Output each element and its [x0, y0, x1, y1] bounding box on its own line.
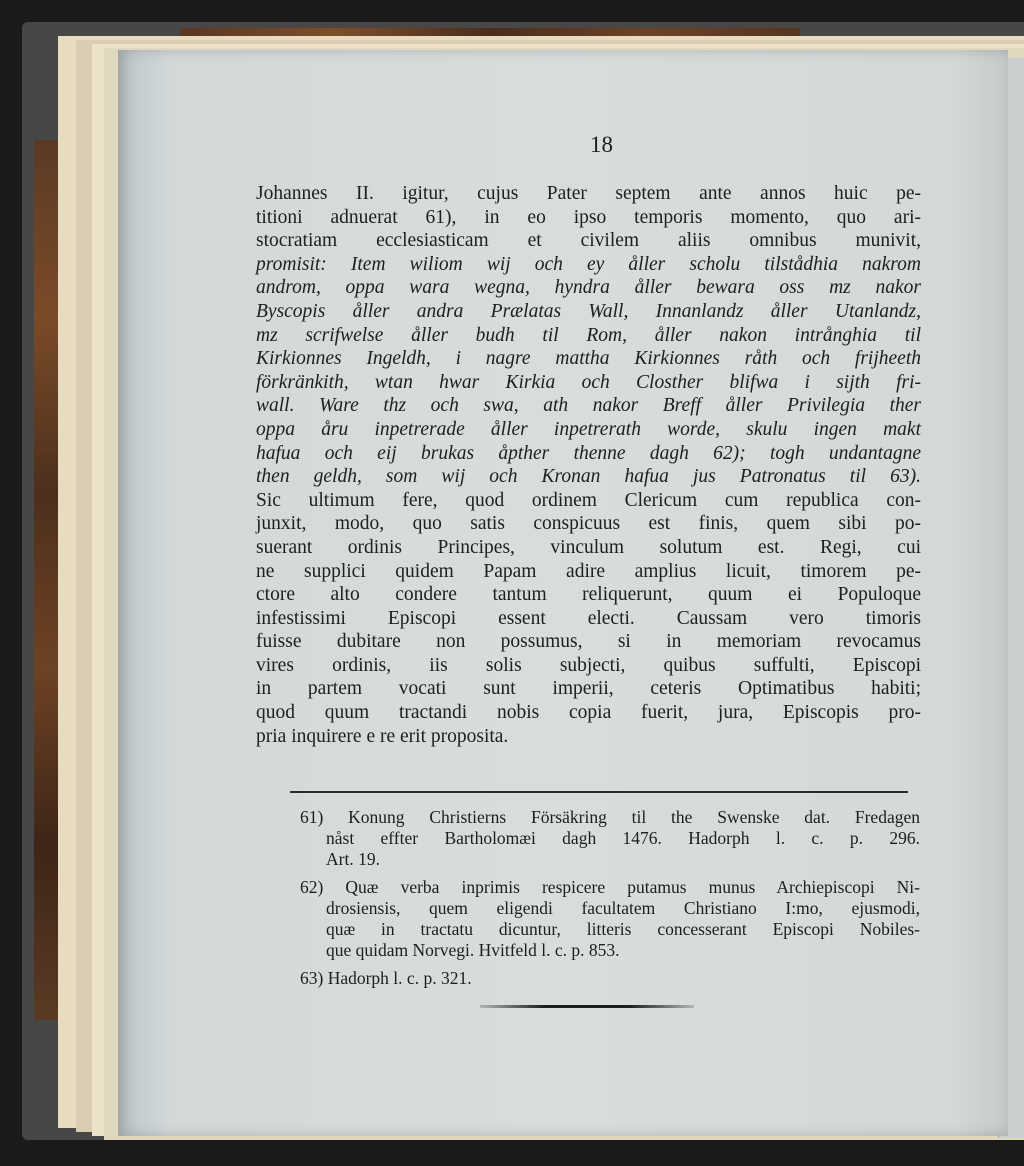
footnote-line: quæ in tractatu dicuntur, litteris concesserant Episcopi Nobiles- — [326, 919, 920, 939]
footnote — [300, 807, 920, 870]
footnote-line: drosiensis, quem eligendi facultatem Christiano I:mo, ejusmodi, — [326, 898, 920, 918]
footnote-line: Art. 19. — [326, 849, 380, 869]
text-line: pria inquirere e re erit proposita. — [256, 725, 509, 747]
footnote-line: 63) Hadorph l. c. p. 321. — [300, 968, 472, 988]
text-line: fuisse dubitare non possumus, si in memoriam revocamus — [256, 631, 921, 653]
text-line: Johannes II. igitur, cujus Pater septem ante annos huic pe- — [256, 183, 921, 204]
footnote-divider — [290, 791, 908, 793]
text-line: mz scrifwelse åller budh til Rom, åller nakon intrånghia til — [256, 324, 921, 346]
text-line: ctore alto condere tantum reliquerunt, quum ei Populoque — [256, 584, 921, 606]
text-line: in partem vocati sunt imperii, ceteris Optimatibus habiti; — [256, 678, 921, 700]
text-line: wall. Ware thz och swa, ath nakor Breff åller Privilegia ther — [256, 395, 921, 417]
text-line: suerant ordinis Principes, vinculum solutum est. Regi, cui — [256, 536, 921, 558]
text-line: förkränkith, wtan hwar Kirkia och Closther blifwa i sijth fri- — [256, 371, 921, 393]
footnote — [300, 968, 920, 989]
text-line: Sic ultimum fere, quod ordinem Clericum cum republica con- — [256, 489, 921, 511]
text-line: Kirkionnes Ingeldh, i nagre mattha Kirkionnes råth och frijheeth — [256, 348, 921, 370]
text-line: infestissimi Episcopi essent electi. Caussam vero timoris — [256, 607, 921, 629]
text-line: ne supplici quidem Papam adire amplius licuit, timorem pe- — [256, 560, 921, 582]
text-line: Byscopis åller andra Prælatas Wall, Innanlandz åller Utanlandz, — [256, 300, 921, 322]
text-line: androm, oppa wara wegna, hyndra åller bewara oss mz nakor — [256, 277, 921, 299]
text-line: titioni adnuerat 61), in eo ipso temporis momento, quo ari- — [256, 206, 921, 228]
text-line: quod quum tractandi nobis copia fuerit, jura, Episcopis pro- — [256, 702, 921, 724]
footnote — [300, 877, 920, 961]
end-ornament-rule — [480, 1005, 694, 1008]
text-line: hafua och eij brukas åpther thenne dagh 62); togh undantagne — [256, 442, 921, 464]
footnote-line: que quidam Norvegi. Hvitfeld l. c. p. 853. — [326, 940, 620, 960]
text-line: junxit, modo, quo satis conspicuus est finis, quem sibi po- — [256, 513, 921, 535]
footnote-line: 62) Quæ verba inprimis respicere putamus munus Archiepiscopi Ni- — [300, 877, 920, 897]
text-line: then geldh, som wij och Kronan hafua jus Patronatus til 63). — [256, 466, 921, 488]
page-number: 18 — [590, 132, 613, 157]
text-line: stocratiam ecclesiasticam et civilem aliis omnibus munivit, — [256, 230, 921, 252]
footnotes — [300, 807, 920, 996]
footnote-line: nåst effter Bartholomæi dagh 1476. Hadorph l. c. p. 296. — [326, 828, 920, 848]
text-line: vires ordinis, iis solis subjecti, quibus suffulti, Episcopi — [256, 654, 921, 676]
footnote-line: 61) Konung Christierns Försäkring til the Swenske dat. Fredagen — [300, 807, 920, 827]
text-line: promisit: Item wiliom wij och ey åller scholu tilstådhia nakrom — [256, 253, 921, 275]
text-line: oppa åru inpetrerade åller inpetrerath worde, skulu ingen makt — [256, 418, 921, 440]
body-text — [256, 182, 921, 748]
